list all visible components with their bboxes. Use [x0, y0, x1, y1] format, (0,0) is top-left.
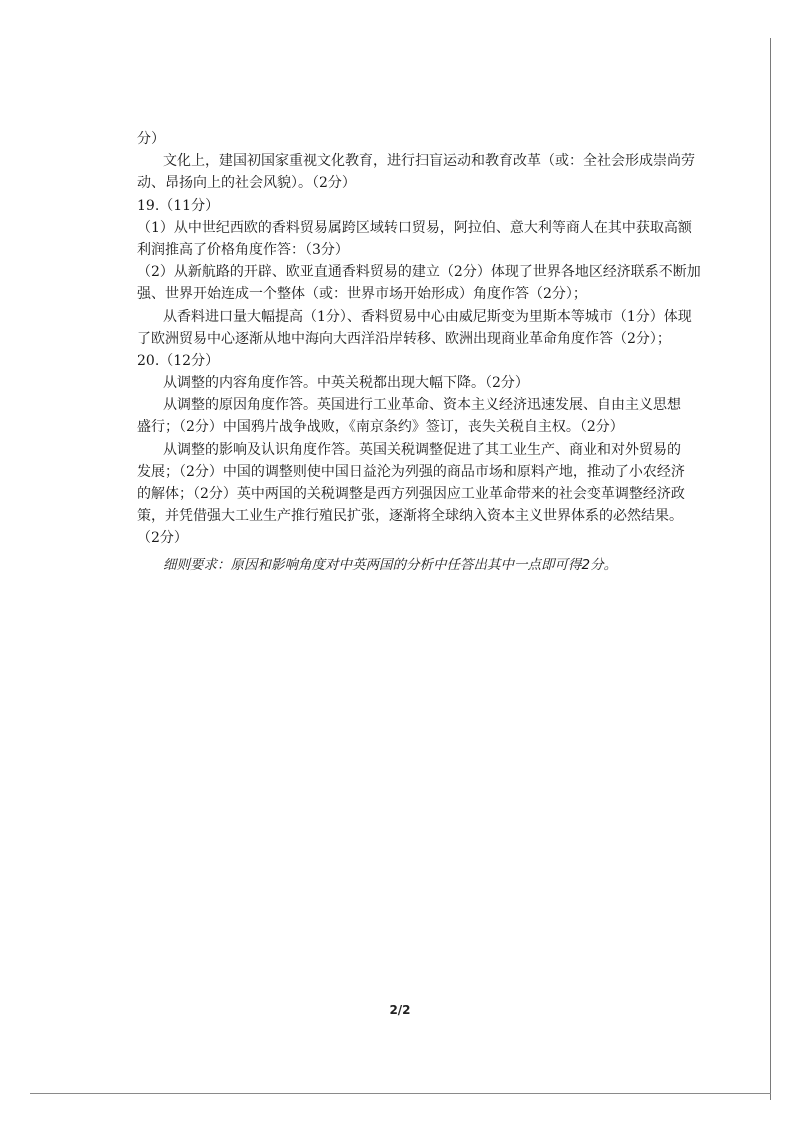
- text-line: 了欧洲贸易中心逐渐从地中海向大西洋沿岸转移、欧洲出现商业革命角度作答（2分）；: [137, 330, 671, 347]
- text-line: 动、昂扬向上的社会风貌）。（2分）: [137, 175, 356, 192]
- text-line: （2分）: [137, 530, 188, 547]
- text-line: 利润推高了价格角度作答：（3分）: [137, 241, 349, 258]
- text-line: （2）从新航路的开辟、欧亚直通香料贸易的建立（2分）体现了世界各地区经济联系不断加: [137, 264, 701, 281]
- text-line: 从调整的内容角度作答。中英关税都出现大幅下降。（2分）: [163, 375, 529, 392]
- text-line: 文化上，建国初国家重视文化教育，进行扫盲运动和教育改革（或：全社会形成崇尚劳: [163, 153, 695, 170]
- question-heading-20: 20.（12分）: [137, 352, 220, 369]
- text-line: 强、世界开始连成一个整体（或：世界市场开始形成）角度作答（2分）；: [137, 286, 587, 303]
- text-line: 发展；（2分）中国的调整则使中国日益沦为列强的商品市场和原料产地，推动了小农经济: [137, 463, 685, 480]
- page-number: 2/2: [389, 1003, 411, 1017]
- text-line: 策，并凭借强大工业生产推行殖民扩张，逐渐将全球纳入资本主义世界体系的必然结果。: [137, 508, 683, 525]
- text-line: 从调整的原因角度作答。英国进行工业革命、资本主义经济迅速发展、自由主义思想: [163, 397, 681, 414]
- text-line: 分）: [137, 131, 165, 147]
- text-line: 的解体；（2分）英中两国的关税调整是西方列强因应工业革命带来的社会变革调整经济政: [137, 486, 685, 502]
- scoring-rule-note: 细则要求：原因和影响角度对中英两国的分析中任答出其中一点即可得2分。: [163, 556, 618, 573]
- page-right-border: [770, 38, 771, 1100]
- question-heading-19: 19.（11分）: [137, 197, 220, 214]
- text-line: 从香料进口量大幅提高（1分）、香料贸易中心由威尼斯变为里斯本等城市（1分）体现: [163, 308, 692, 325]
- text-line: 盛行；（2分）中国鸦片战争战败，《南京条约》签订，丧失关税自主权。（2分）: [137, 419, 624, 436]
- text-line: 从调整的影响及认识角度作答。英国关税调整促进了其工业生产、商业和对外贸易的: [163, 441, 681, 458]
- text-line: （1）从中世纪西欧的香料贸易属跨区域转口贸易，阿拉伯、意大利等商人在其中获取高额: [137, 219, 692, 236]
- answer-text-body: [137, 128, 701, 576]
- page-bottom-border: [30, 1093, 771, 1094]
